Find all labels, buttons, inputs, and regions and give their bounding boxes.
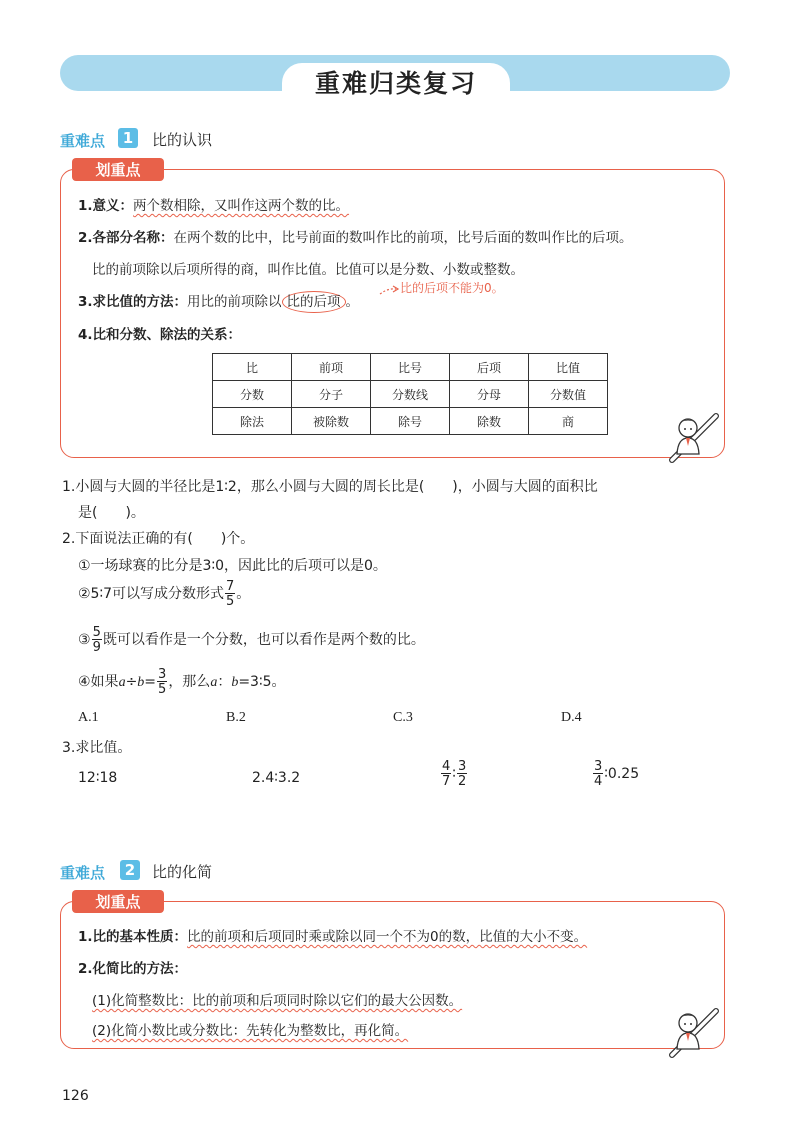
table-cell: 被除数 [292,408,371,435]
q2-i4-pre: ④如果 [78,674,119,690]
s1-line3-end: 。 [345,294,360,310]
denominator: 7 [442,774,451,789]
numerator: 3 [594,759,603,774]
table-cell: 除法 [213,408,292,435]
s2-line1-head: 1.比的基本性质： [78,929,188,945]
ratio-expr-1: 12∶18 [78,770,118,786]
s1-line2-head: 2.各部分名称： [78,230,174,246]
table-row [213,408,608,435]
section2-tag: 划重点 [72,890,164,913]
note-arrow-icon [378,284,400,298]
fraction [225,580,235,608]
mascot-boy-icon [662,410,722,468]
table-cell: 分数 [213,381,292,408]
fraction [157,668,167,696]
ratio-expr-2: 2.4∶3.2 [252,770,301,786]
numerator: 7 [226,579,235,594]
q2-i4-end: =3∶5。 [238,674,286,690]
numerator: 3 [158,667,167,682]
table-cell: 分子 [292,381,371,408]
s1-line3 [78,290,359,310]
ratio-expr-3 [440,760,468,788]
section1-number: 1 [118,128,138,148]
div-sign: ÷ [125,674,138,690]
table-row [213,381,608,408]
s1-line3-body: 用比的前项除以 [187,294,282,310]
question-2-item-4 [78,668,286,696]
s2-line2 [78,957,187,977]
var-a: a [210,675,218,690]
s2-line2-head: 2.化简比的方法： [78,961,188,977]
table-cell: 后项 [450,354,529,381]
fraction [92,626,102,654]
table-cell: 分数值 [529,381,608,408]
s2-line1-body: 比的前项和后项同时乘或除以同一个不为0的数，比值的大小不变。 [187,929,588,945]
table-cell: 比 [213,354,292,381]
ratio-expr-4 [592,760,639,788]
denominator: 5 [226,594,235,609]
numerator: 3 [457,759,467,774]
ratio-rest: ∶0.25 [604,766,640,782]
s1-line3-note: 比的后项不能为0。 [400,281,504,295]
question-1-a: 1.小圆与大圆的半径比是1∶2，那么小圆与大圆的周长比是( )，小圆与大圆的面积比 [62,479,598,495]
s1-line2-cont: 比的前项除以后项所得的商，叫作比值。比值可以是分数、小数或整数。 [92,262,524,278]
table-cell: 分母 [450,381,529,408]
section2-number: 2 [120,860,140,880]
table-cell: 比号 [371,354,450,381]
s1-line1-head: 1.意义： [78,198,134,214]
question-2-item-1: ①一场球赛的比分是3∶0，因此比的后项可以是0。 [78,558,387,574]
s2-line2-a-text: (1)化简整数比：比的前项和后项同时除以它们的最大公因数。 [92,993,463,1009]
q2-i4-mid: ，那么 [168,674,211,690]
section2-title: 比的化简 [152,863,213,881]
colon: ： [217,674,232,690]
question-1-b: 是( )。 [78,505,145,521]
fraction [457,760,467,788]
s1-line3-head: 3.求比值的方法： [78,294,188,310]
option-c: C.3 [393,710,413,725]
s1-line2-body: 在两个数的比中，比号前面的数叫作比的前项，比号后面的数叫作比的后项。 [173,230,633,246]
section1-tag: 划重点 [72,158,164,181]
var-b: b [231,675,239,690]
var-a: a [118,675,126,690]
table-cell: 商 [529,408,608,435]
fraction [441,760,451,788]
s2-line2-b-text: (2)化简小数比或分数比：先转化为整数比，再化简。 [92,1023,409,1039]
s1-line2 [78,226,633,246]
table-cell: 比值 [529,354,608,381]
s1-line3-circled: 比的后项 [282,291,346,313]
question-2-item-3 [78,626,425,654]
denominator: 9 [92,640,101,655]
option-a: A.1 [78,710,99,725]
question-3: 3.求比值。 [62,740,132,756]
s1-line1 [78,194,349,214]
table-cell: 除数 [450,408,529,435]
section1-title: 比的认识 [152,131,213,149]
q2-i2-end: 。 [236,586,251,602]
question-2-item-2 [78,580,250,608]
denominator: 5 [158,682,167,697]
q2-i3-num: ③ [78,632,91,648]
q2-i3-text: 既可以看作是一个分数，也可以看作是两个数的比。 [102,632,425,648]
table-cell: 除号 [371,408,450,435]
section2-label: 重难点 [60,864,106,882]
s2-line2-a [92,989,462,1009]
s2-line2-b [92,1019,408,1039]
question-2: 2.下面说法正确的有( )个。 [62,531,255,547]
option-b: B.2 [226,710,246,725]
denominator: 4 [594,774,603,789]
table-cell: 分数线 [371,381,450,408]
s1-line1-body: 两个数相除，又叫作这两个数的比。 [133,198,350,214]
q2-i2-text: ②5∶7可以写成分数形式 [78,586,225,602]
page-title: 重难归类复习 [314,69,477,98]
table-cell: 前项 [292,354,371,381]
s1-line4 [78,323,241,343]
relation-table [212,353,608,435]
option-d: D.4 [561,710,582,725]
s1-line4-head: 4.比和分数、除法的关系： [78,327,242,343]
page-number: 126 [62,1088,89,1104]
numerator: 5 [92,625,101,640]
eq-sign: = [144,674,157,690]
section1-label: 重难点 [60,132,106,150]
denominator: 2 [457,774,467,789]
mascot-boy-icon [662,1005,722,1063]
var-b: b [137,675,145,690]
table-row [213,354,608,381]
s2-line1 [78,925,587,945]
colon: ∶ [452,766,456,782]
fraction [593,760,603,788]
numerator: 4 [442,759,451,774]
